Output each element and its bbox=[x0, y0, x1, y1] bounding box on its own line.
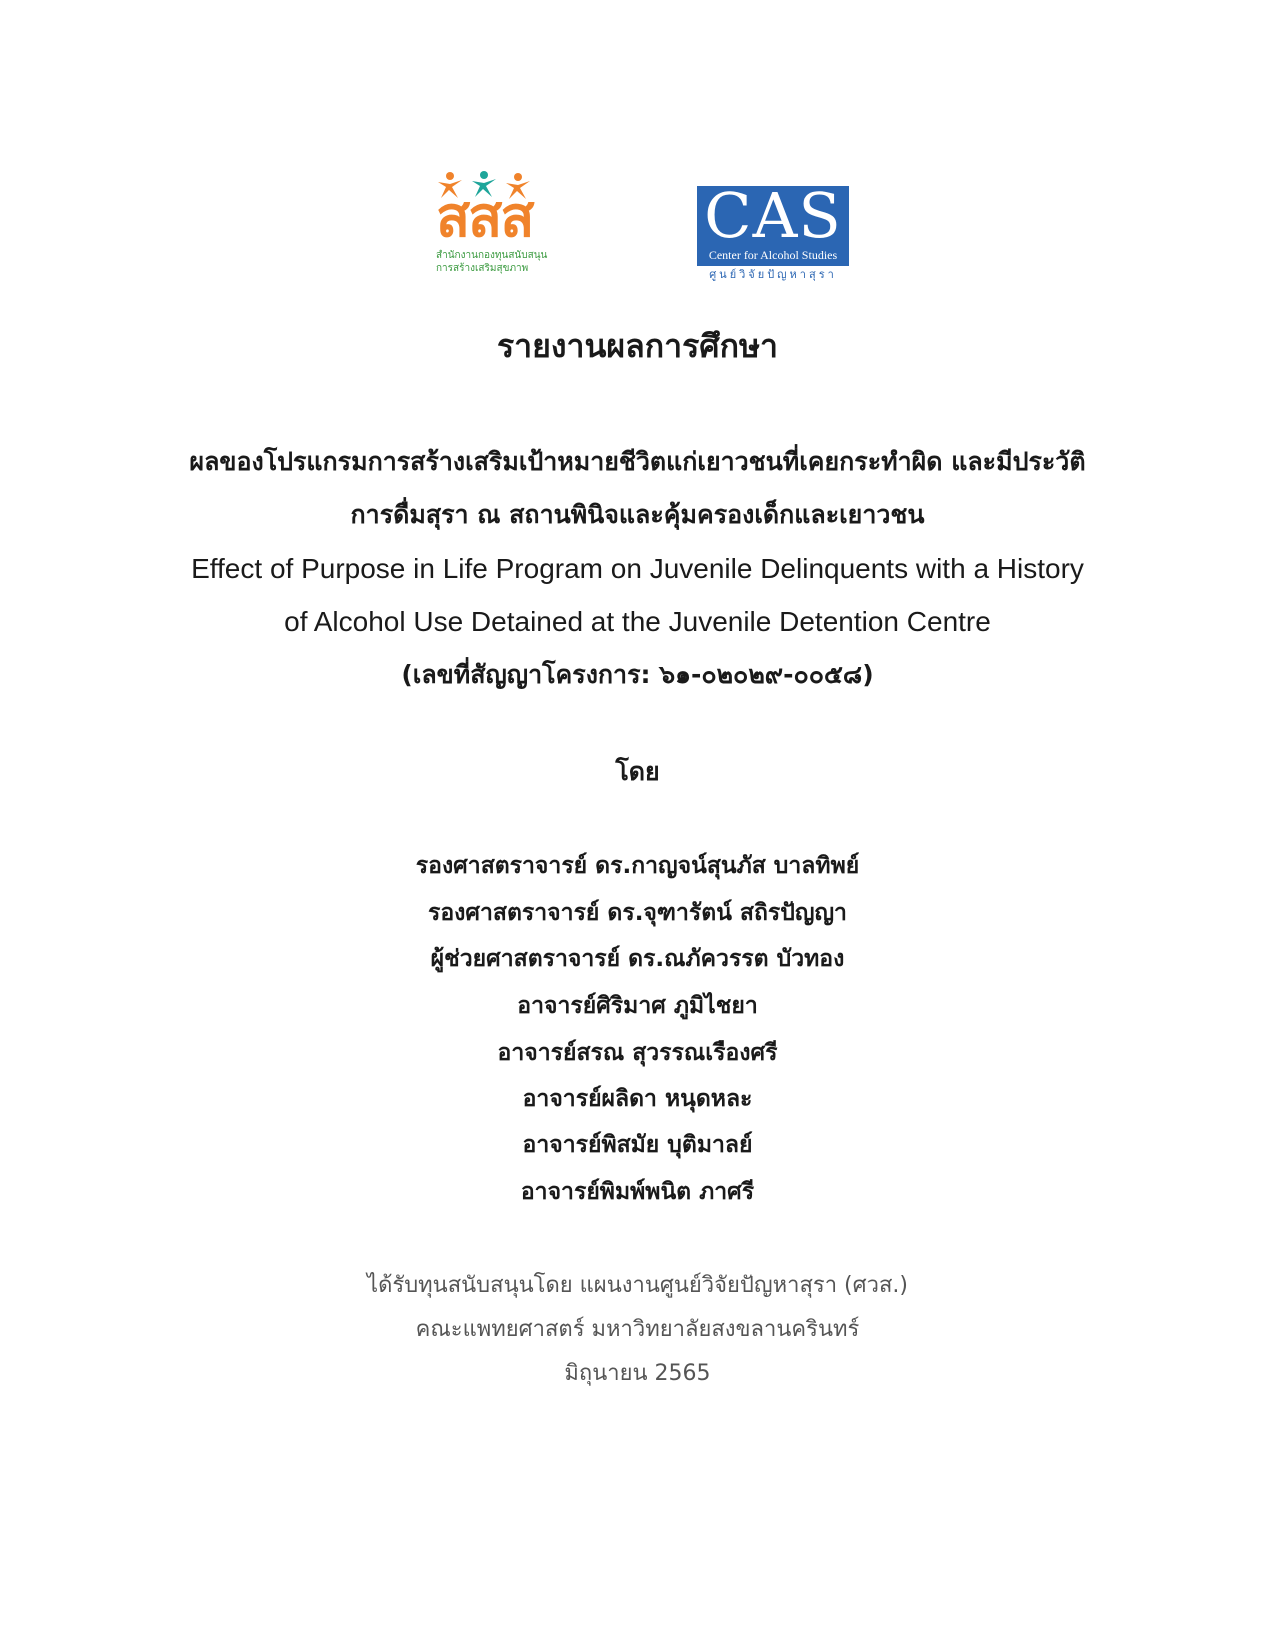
cas-logo bbox=[697, 179, 849, 286]
cas-english-name: Center for Alcohol Studies bbox=[708, 248, 838, 262]
thaihealth-logo bbox=[436, 170, 566, 280]
author-4: อาจารย์ศิริมาศ ภูมิไชยา bbox=[517, 993, 758, 1019]
thaihealth-wordmark: สสส bbox=[436, 185, 533, 250]
author-5: อาจารย์สรณ สุวรรณเรืองศรี bbox=[497, 1040, 778, 1066]
title-english-line1: Effect of Purpose in Life Program on Juvenile Delinquents with a History bbox=[191, 553, 1084, 584]
author-3: ผู้ช่วยศาสตราจารย์ ดร.ณภัควรรต บัวทอง bbox=[430, 946, 845, 972]
cas-wordmark: CAS bbox=[704, 179, 842, 252]
contract-number: (เลขที่สัญญาโครงการ: ๖๑-๐๒๐๒๙-๐๐๕๘) bbox=[401, 660, 874, 689]
author-1: รองศาสตราจารย์ ดร.กาญจน์สุนภัส บาลทิพย์ bbox=[415, 853, 860, 879]
author-8: อาจารย์พิมพ์พนิต ภาศรี bbox=[520, 1179, 755, 1205]
cas-thai-name: ศูนย์วิจัยปัญหาสุรา bbox=[709, 268, 837, 281]
title-thai-line2: การดื่มสุรา ณ สถานพินิจและคุ้มครองเด็กและเยาวชน bbox=[350, 500, 925, 529]
thaihealth-subtitle-line2: การสร้างเสริมสุขภาพ bbox=[436, 263, 529, 274]
title-english-line2: of Alcohol Use Detained at the Juvenile Detention Centre bbox=[284, 606, 991, 637]
author-6: อาจารย์ผลิดา หนุดหละ bbox=[522, 1086, 753, 1112]
author-7: อาจารย์พิสมัย บุติมาลย์ bbox=[522, 1132, 753, 1158]
funding-faculty: คณะแพทยศาสตร์ มหาวิทยาลัยสงขลานครินทร์ bbox=[415, 1317, 860, 1342]
by-label: โดย bbox=[615, 757, 660, 786]
report-date: มิถุนายน 2565 bbox=[564, 1361, 711, 1386]
author-2: รองศาสตราจารย์ ดร.จุฑารัตน์ สถิรปัญญา bbox=[428, 900, 847, 926]
thaihealth-subtitle-line1: สำนักงานกองทุนสนับสนุน bbox=[436, 250, 548, 261]
title-thai-line1: ผลของโปรแกรมการสร้างเสริมเป้าหมายชีวิตแก่เยาวชนที่เคยกระทำผิด และมีประวัติ bbox=[189, 447, 1086, 476]
report-heading: รายงานผลการศึกษา bbox=[496, 327, 778, 365]
funding-source: ได้รับทุนสนับสนุนโดย แผนงานศูนย์วิจัยปัญหาสุรา (ศวส.) bbox=[367, 1273, 908, 1298]
